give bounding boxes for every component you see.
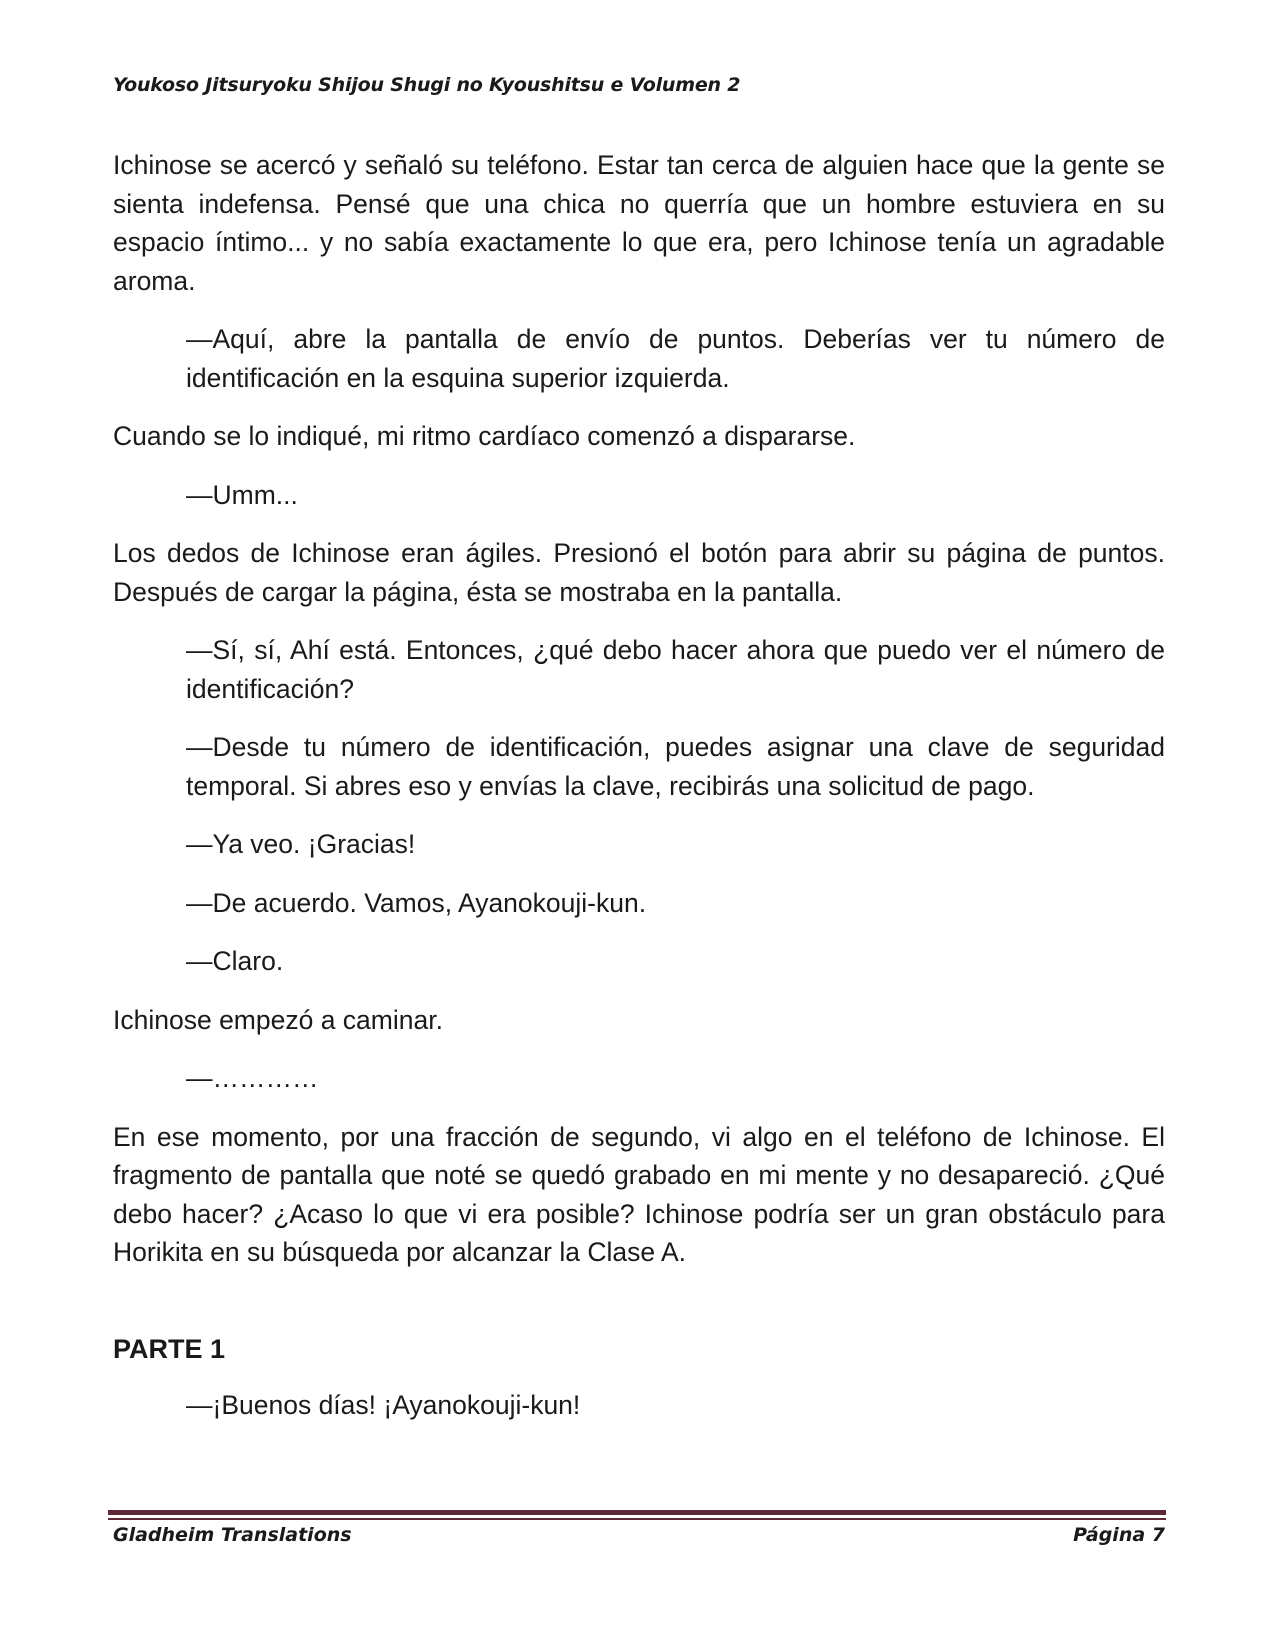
paragraph: Ichinose se acercó y señaló su teléfono. Estar tan cerca de alguien hace que la gente se sienta indefensa. Pensé que una chica no querría que un hombre estuviera en su espacio íntimo... y no sabía exactamente lo que era, pero Ichinose tenía un agradable aroma. (113, 150, 1165, 296)
dialogue-line: —Ya veo. ¡Gracias! (186, 829, 416, 859)
document-body (113, 146, 1165, 1445)
paragraph: En ese momento, por una fracción de segundo, vi algo en el teléfono de Ichinose. El fragmento de pantalla que noté se quedó grabado en mi mente y no desapareció. ¿Qué debo hacer? ¿Acaso lo que vi era posible? Ichinose podría ser un gran obstáculo para Horikita en su búsqueda por alcanzar la Clase A. (113, 1121, 1165, 1267)
dialogue-line: —Umm... (186, 479, 298, 510)
paragraph: Ichinose empezó a caminar. (113, 1004, 443, 1035)
footer-rule-thick (108, 1510, 1166, 1515)
footer-credit: Gladheim Translations (113, 1524, 352, 1546)
section-heading: PARTE 1 (113, 1333, 226, 1364)
dialogue-line: —Sí, sí, Ahí está. Entonces, ¿qué debo hacer ahora que puedo ver el número de identificación? (186, 635, 1165, 704)
dialogue-line: —Desde tu número de identificación, puedes asignar una clave de seguridad temporal. Si abres eso y envías la clave, recibirás una solicitud de pago. (186, 732, 1165, 801)
dialogue-line: —Claro. (186, 946, 284, 976)
page-number: Página 7 (1073, 1524, 1165, 1546)
dialogue-line: —Aquí, abre la pantalla de envío de puntos. Deberías ver tu número de identificación en la esquina superior izquierda. (186, 324, 1165, 393)
dialogue-line: —De acuerdo. Vamos, Ayanokouji-kun. (186, 887, 647, 918)
dialogue-line: —¡Buenos días! ¡Ayanokouji-kun! (186, 1390, 581, 1420)
paragraph: Los dedos de Ichinose eran ágiles. Presionó el botón para abrir su página de puntos. Después de cargar la página, ésta se mostraba en la pantalla. (113, 538, 1165, 607)
dialogue-line: —………… (186, 1063, 319, 1093)
page-header-title: Youkoso Jitsuryoku Shijou Shugi no Kyoushitsu e Volumen 2 (113, 74, 741, 96)
paragraph: Cuando se lo indiqué, mi ritmo cardíaco comenzó a dispararse. (113, 421, 856, 451)
footer-rule-thin (108, 1518, 1166, 1520)
